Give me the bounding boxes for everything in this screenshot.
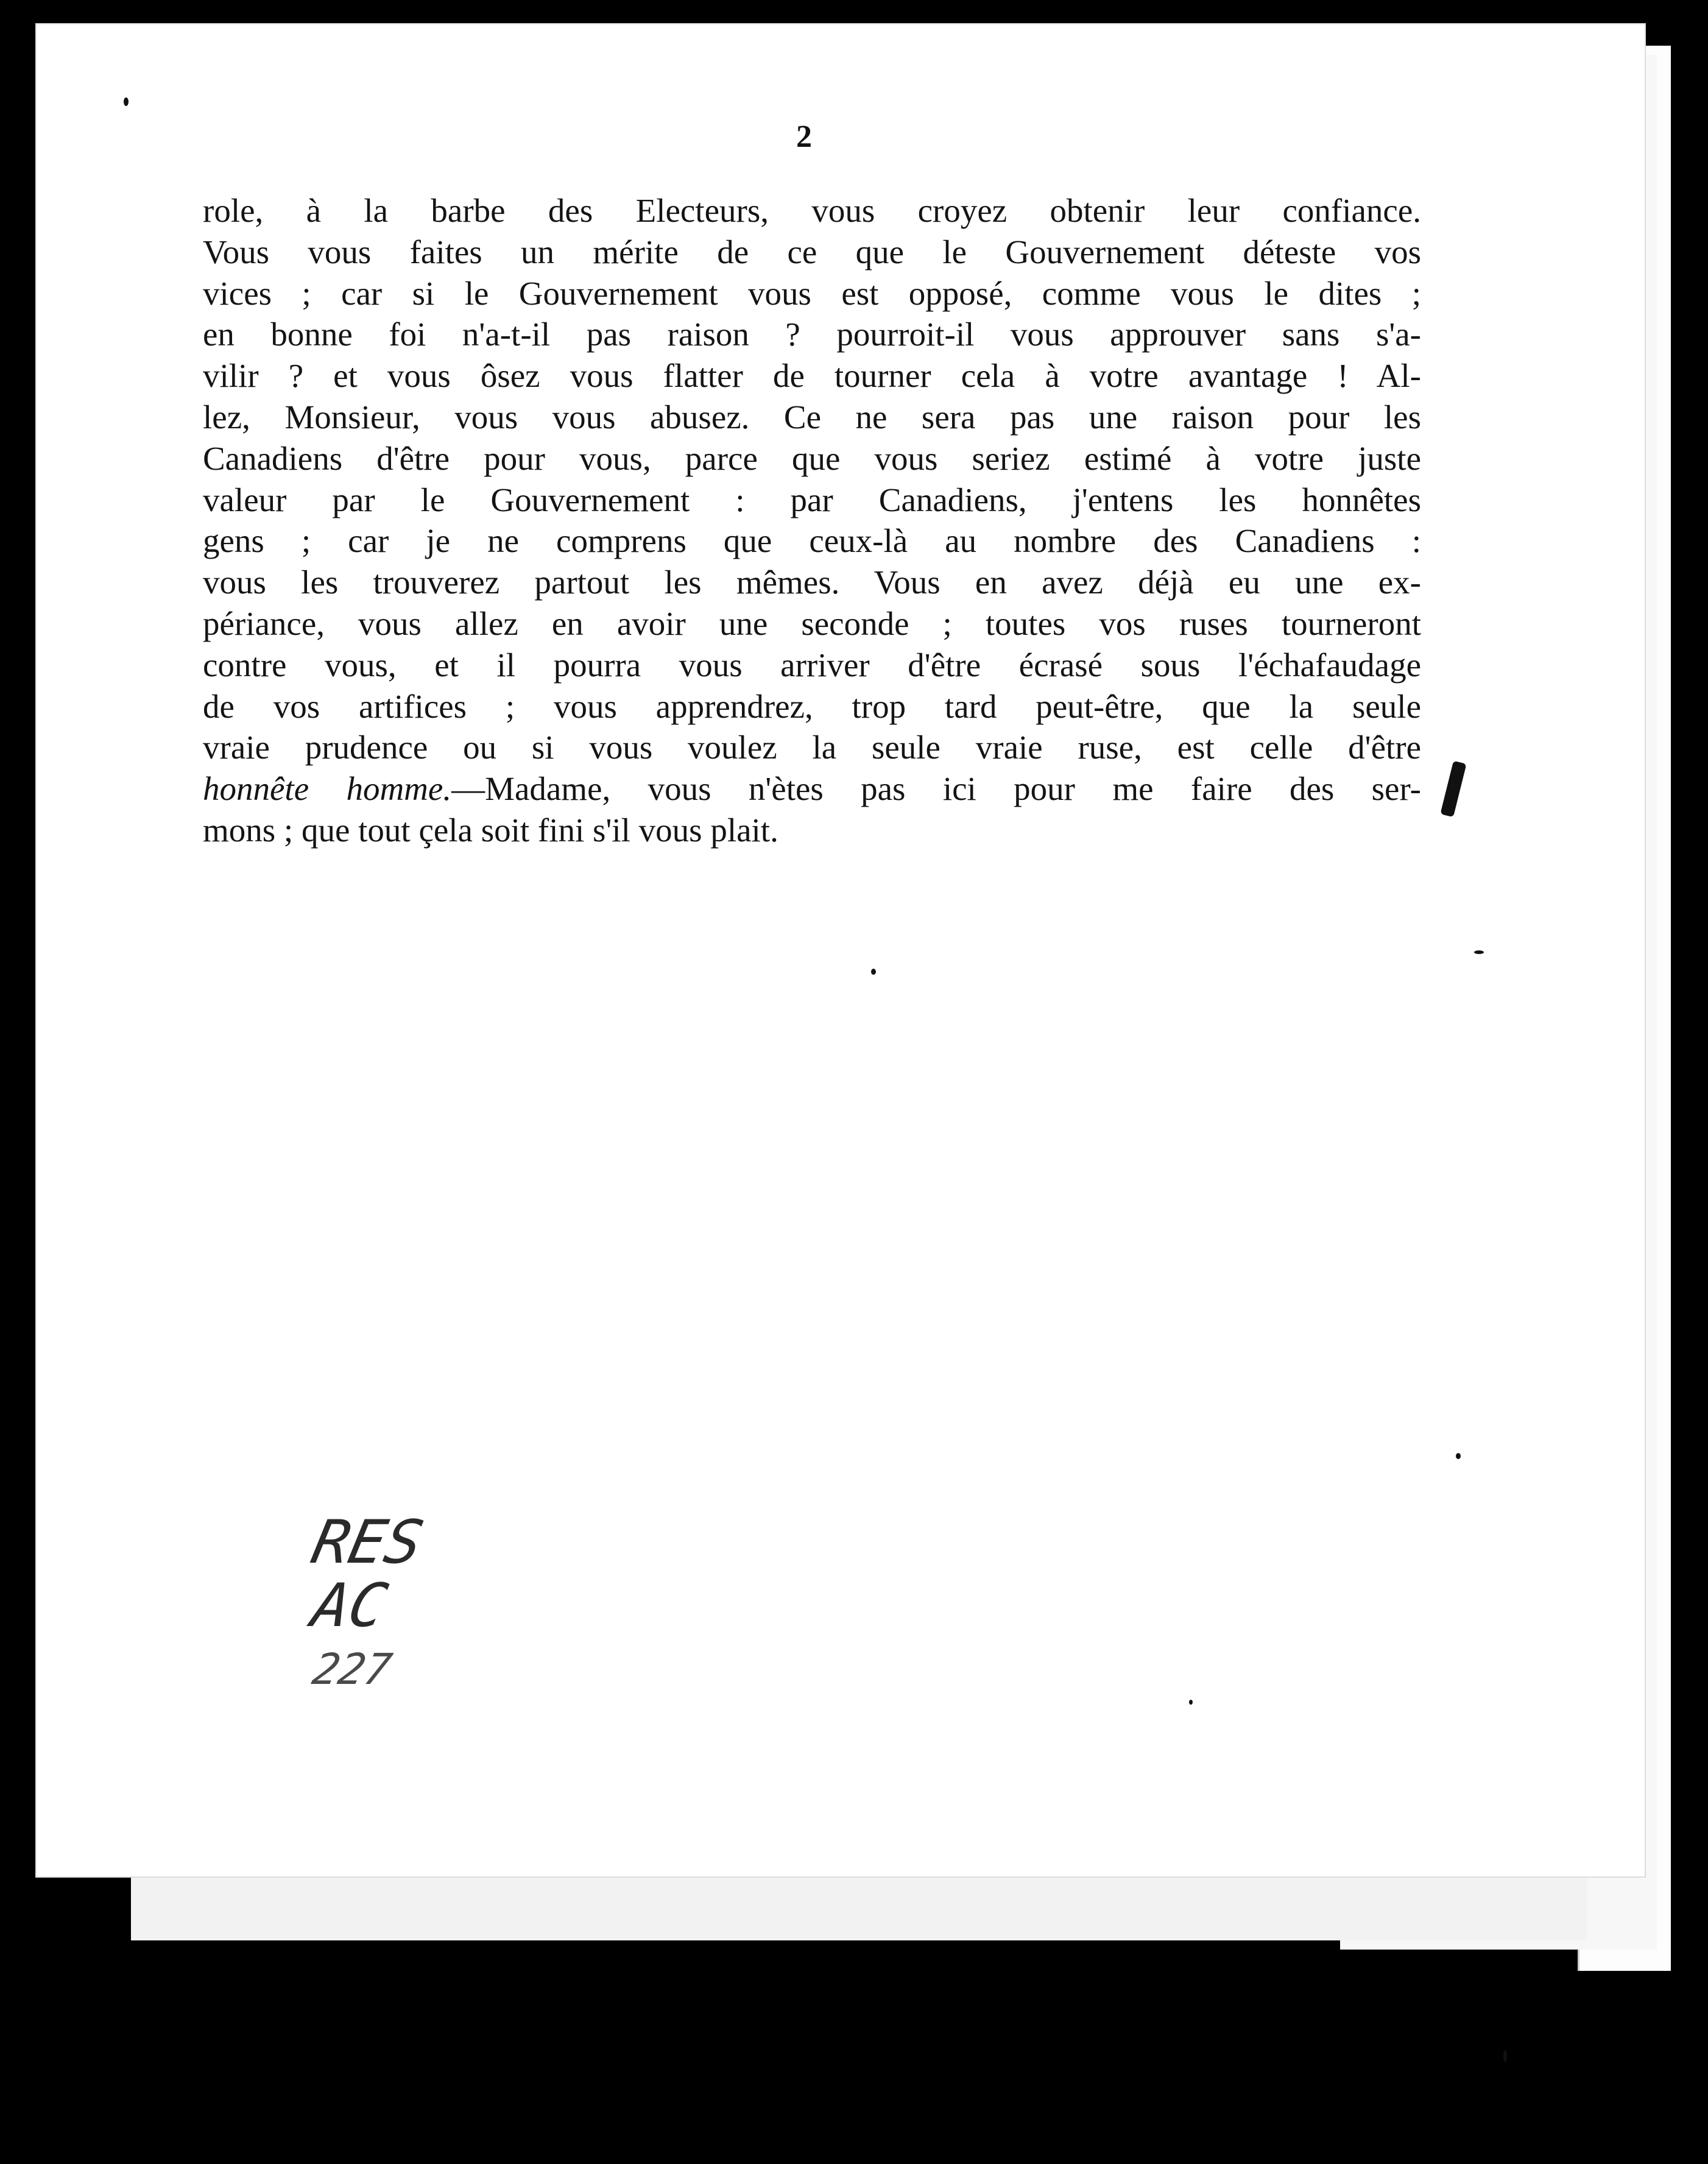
ink-speck [1503, 2050, 1507, 2062]
text-line-3: vices ; car si le Gouvernement vous est opposé, comme vous le dites ; [203, 274, 1421, 312]
text-line-6: lez, Monsieur, vous vous abusez. Ce ne sera pas une raison pour les [203, 398, 1421, 436]
handwritten-line-2: AC [306, 1571, 393, 1641]
body-text [203, 190, 1421, 851]
ink-speck [1474, 950, 1484, 954]
text-line-10: vous les trouverez partout les mêmes. Vous en avez déjà eu une ex- [203, 564, 1421, 601]
ink-speck [1189, 1700, 1193, 1705]
handwritten-line-3: 227 [308, 1644, 397, 1694]
handwritten-note [306, 1508, 496, 1701]
text-line-2: Vous vous faites un mérite de ce que le Gouvernement déteste vos [203, 233, 1421, 270]
text-line-14: vraie prudence ou si vous voulez la seule vraie ruse, est celle d'être [203, 729, 1421, 766]
text-line-4: en bonne foi n'a-t-il pas raison ? pourroit-il vous approuver sans s'a- [203, 316, 1421, 353]
text-line-1: role, à la barbe des Electeurs, vous croyez obtenir leur confiance. [203, 192, 1421, 229]
text-line-8: valeur par le Gouvernement : par Canadiens, j'entens les honnêtes [203, 481, 1421, 518]
page-number: 2 [796, 119, 812, 154]
text-line-13: de vos artifices ; vous apprendrez, trop tard peut-être, que la seule [203, 687, 1421, 725]
ink-speck [124, 97, 129, 106]
handwritten-line-1: RES [306, 1508, 429, 1577]
text-line-9: gens ; car je ne comprens que ceux-là au nombre des Canadiens : [203, 522, 1421, 560]
text-line-15 [203, 768, 1421, 810]
text-line-11: périance, vous allez en avoir une seconde ; toutes vos ruses tourneront [203, 604, 1421, 642]
text-line-7: Canadiens d'être pour vous, parce que vous seriez estimé à votre juste [203, 439, 1421, 477]
text-line-15-rest: —Madame, vous n'ètes pas ici pour me faire des ser- [451, 770, 1421, 808]
ink-speck [871, 969, 876, 975]
text-line-5: vilir ? et vous ôsez vous flatter de tourner cela à votre avantage ! Al- [203, 357, 1421, 395]
page-bottom-edge [131, 1873, 1587, 1940]
text-line-16: mons ; que tout çela soit fini s'il vous plait. [203, 811, 778, 849]
text-line-12: contre vous, et il pourra vous arriver d'être écrasé sous l'échafaudage [203, 646, 1421, 684]
italic-phrase: honnête homme. [203, 770, 452, 808]
ink-speck [1456, 1453, 1461, 1459]
